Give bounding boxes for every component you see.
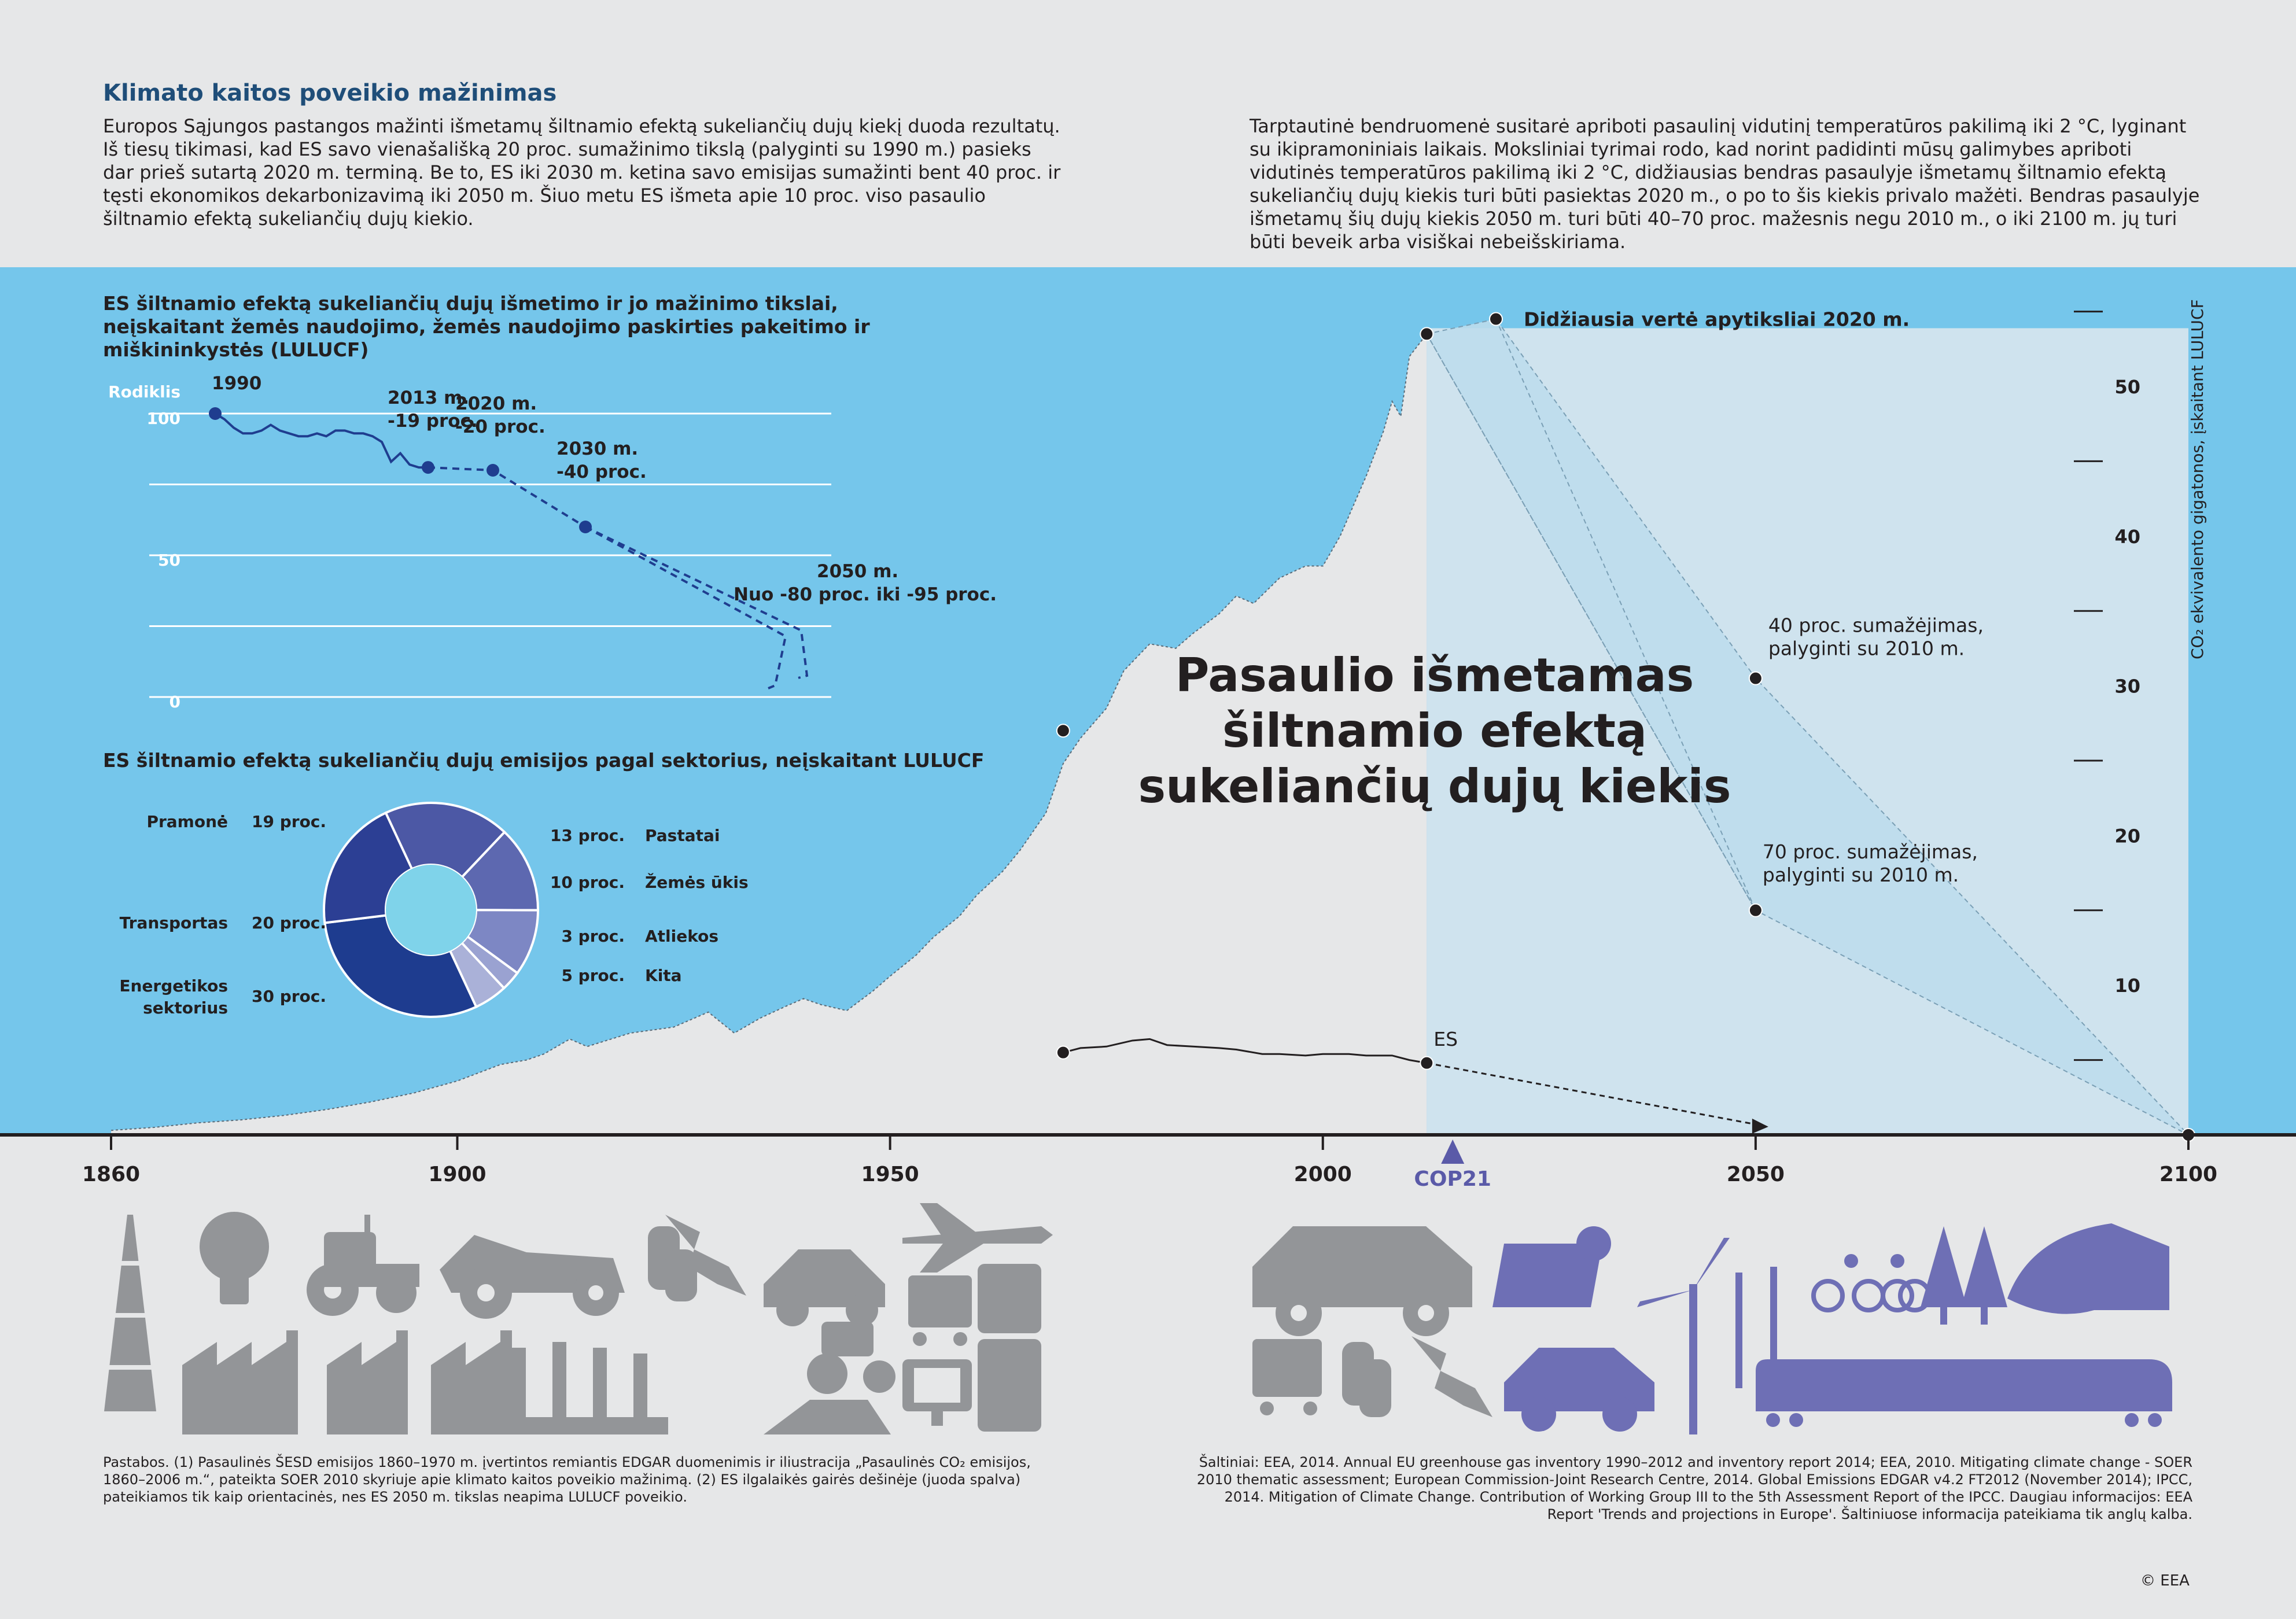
y-tick-label-20: 20	[2114, 825, 2140, 847]
y-tick-label-30: 30	[2114, 675, 2140, 698]
tv-icon	[902, 1359, 972, 1426]
data-point-3	[1749, 672, 1762, 685]
eu-target-chart	[108, 373, 997, 711]
modern-cart-icon	[1252, 1339, 1322, 1415]
cop21-label: COP21	[1414, 1167, 1491, 1191]
eu-target-point-0	[422, 461, 434, 474]
pie-name-5: Energetikos	[119, 976, 228, 995]
x-tick-label-1900: 1900	[428, 1163, 487, 1186]
eu-target-year-0: 2013 m.	[388, 388, 470, 409]
pie-value-5: 30 proc.	[252, 987, 327, 1006]
eu-target-chart-title: ES šiltnamio efektą sukeliančių dujų išmetimo ir jo mažinimo tikslai, neįskaitant žemės naudojimo, žemės naudojimo paskirties pakeitimo ir miškininkystės (LULUCF)	[103, 292, 870, 361]
modern-decline-icon	[1411, 1336, 1492, 1417]
trees-icon	[1921, 1226, 2007, 1325]
eu-1990-label: 1990	[212, 373, 262, 394]
data-point-0	[1057, 724, 1070, 737]
pie-name-0: Pramonė	[146, 812, 228, 831]
y-tick-label-10: 10	[2114, 975, 2140, 997]
x-tick-label-1860: 1860	[82, 1163, 141, 1186]
eu-target-point-1	[487, 464, 499, 477]
copyright: © EEA	[2140, 1572, 2190, 1590]
pie-name-1: Pastatai	[645, 826, 720, 845]
airplane-icon	[902, 1203, 1053, 1273]
sector-chart-title: ES šiltnamio efektą sukeliančių dujų emisijos pagal sektorius, neįskaitant LULUCF	[103, 749, 985, 772]
light-bulb-icon	[200, 1212, 269, 1304]
data-point-4	[1749, 904, 1762, 917]
sector-pie-chart	[119, 803, 748, 1017]
small-tick-0: 0	[169, 692, 180, 711]
eu-label: ES	[1433, 1027, 1458, 1050]
data-point-2	[1490, 313, 1502, 326]
pie-value-4: 5 proc.	[561, 966, 625, 985]
global-chart-title: Pasaulio išmetamas šiltnamio efektą sukeliančių dujų kiekis	[1138, 648, 1731, 813]
pie-name-3: Atliekos	[645, 927, 719, 946]
pie-name2-5: sektorius	[143, 998, 228, 1017]
y-axis-label: CO₂ ekvivalento gigatonos, įskaitant LULUCF	[2188, 299, 2207, 659]
small-tractor-icon	[807, 1322, 895, 1394]
data-point-1	[1420, 327, 1433, 340]
pie-value-6: 20 proc.	[252, 913, 327, 932]
intro-left-text: Europos Sąjungos pastangos mažinti išmetamų šiltnamio efektą sukeliančių dujų kiekį duoda rezultatų. Iš tiesų tikimasi, kad ES savo vienašališką 20 proc. sumažinimo tikslą (palyginti su 1990 m.) pasieks dar prieš sutartą 2020 m. terminą. Be to, ES iki 2030 m. ketina savo emisijas sumažinti bent 40 proc. ir tęsti ekonomikos dekarbonizavimą iki 2050 m. Šiuo metu ES išmeta apie 10 proc. viso pasaulio šiltnamio efektą sukeliančių dujų kiekio.	[103, 115, 1061, 230]
pie-name-6: Transportas	[119, 913, 228, 932]
data-point-7	[1420, 1057, 1433, 1070]
eu-target-year-1: 2020 m.	[455, 393, 537, 414]
reduction-70-annotation: 70 proc. sumažėjimas, palyginti su 2010 m.	[1762, 840, 1978, 886]
data-point-6	[1057, 1046, 1070, 1059]
eco-house-icon	[2007, 1223, 2169, 1314]
peak-annotation: Didžiausia vertė apytiksliai 2020 m.	[1524, 308, 1910, 331]
x-tick-label-2050: 2050	[1726, 1163, 1785, 1186]
reduction-40-annotation: 40 proc. sumažėjimas, palyginti su 2010 m.	[1768, 614, 1984, 660]
eu-target-value-1: -20 proc.	[455, 416, 546, 437]
oil-derrick-icon	[104, 1215, 156, 1411]
y-tick-label-40: 40	[2114, 525, 2140, 548]
eu-target-value-2: -40 proc.	[557, 462, 647, 482]
x-tick-label-2000: 2000	[1293, 1163, 1352, 1186]
small-ylabel: Rodiklis	[108, 382, 180, 401]
eu-target-value-0: -19 proc.	[388, 411, 478, 432]
pie-value-3: 3 proc.	[561, 927, 625, 946]
time-axis-layer	[0, 1135, 2296, 1191]
eu-target-point-2	[579, 521, 592, 533]
big-car-icon	[1252, 1226, 1472, 1336]
tractor-icon	[307, 1215, 419, 1316]
intro-right-text: Tarptautinė bendruomenė susitarė apriboti pasaulinį vidutinį temperatūros pakilimą iki 2 °C, lyginant su ikipramoniniais laikais. Moksliniai tyrimai rodo, kad norint padidinti mūsų galimybes apriboti vidutinės temperatūros pakilimą iki 2 °C, didžiausias bendras pasaulyje išmetamų šiltnamio efektą sukeliančių dujų kiekis turi būti pasiektas 2020 m., o po to šis kiekis privalo mažėti. Bendras pasaulyje išmetamų šių dujų kiekis 2050 m. turi būti 40–70 proc. mažesnis negu 2010 m., o iki 2100 m. jų turi būti beveik arba visiškai nebeišskiriama.	[1250, 115, 2200, 253]
pie-value-2: 10 proc.	[550, 873, 625, 892]
y-tick-label-50: 50	[2114, 376, 2140, 398]
field-icon	[764, 1400, 891, 1434]
modern-car-icon	[764, 1249, 885, 1326]
vintage-car-icon	[440, 1235, 625, 1319]
small-tick-50: 50	[158, 551, 180, 570]
pie-value-0: 19 proc.	[252, 812, 327, 831]
pie-name-4: Kita	[645, 966, 682, 985]
small-tick-100: 100	[146, 409, 180, 428]
eu-1990-point	[209, 407, 222, 420]
pie-center	[386, 865, 476, 955]
electric-car-icon	[1504, 1348, 1654, 1432]
fridge-icon	[978, 1264, 1041, 1432]
x-tick-label-2100: 2100	[2159, 1163, 2218, 1186]
eu-2050-year: 2050 m.	[817, 561, 899, 582]
eu-2050-range: Nuo -80 proc. iki -95 proc.	[734, 584, 997, 605]
sources: Šaltiniai: EEA, 2014. Annual EU greenhouse gas inventory 1990–2012 and inventory report 2014; EEA, 2010. Mitigating climate change - SOER 2010 thematic assessment; European Commission-Joint Research Centre, 2014. Global Emissions EDGAR v4.2 FT2012 (November 2014); IPCC, 2014. Mitigation of Climate Change. Contribution of Working Group III to the 5th Assessment Report of the IPCC. Daugiau informacijos: EEA Report 'Trends and projections in Europe'. Šaltiniuose informacija pateikiama tik anglų kalba.	[1196, 1454, 2192, 1522]
x-tick-label-1950: 1950	[861, 1163, 919, 1186]
illustration-strip	[0, 1203, 2296, 1434]
factory-icon	[182, 1330, 512, 1434]
train-icon	[1756, 1359, 2172, 1427]
cyclists-icon	[1814, 1254, 1929, 1310]
intro-title: Klimato kaitos poveikio mažinimas	[103, 80, 557, 106]
eu-target-year-2: 2030 m.	[557, 438, 639, 459]
pie-name-2: Žemės ūkis	[645, 873, 749, 892]
shopping-cart-icon	[908, 1275, 972, 1346]
modern-coins-icon	[1342, 1342, 1391, 1417]
solar-panel-icon	[1492, 1226, 1611, 1307]
cop21-marker	[1441, 1139, 1464, 1164]
footnotes: Pastabos. (1) Pasaulinės ŠESD emisijos 1860–1970 m. įvertintos remiantis EDGAR duomenimis ir iliustracija „Pasaulinės CO₂ emisijos, 1860–2006 m.“, pateikta SOER 2010 skyriuje apie klimato kaitos poveikio mažinimą. (2) ES ilgalaikės gairės dešinėje (juoda spalva) pateikiamos tik kaip orientacinės, nes ES 2050 m. tikslas neapima LULUCF poveikio.	[103, 1454, 1031, 1505]
pie-value-1: 13 proc.	[550, 826, 625, 845]
